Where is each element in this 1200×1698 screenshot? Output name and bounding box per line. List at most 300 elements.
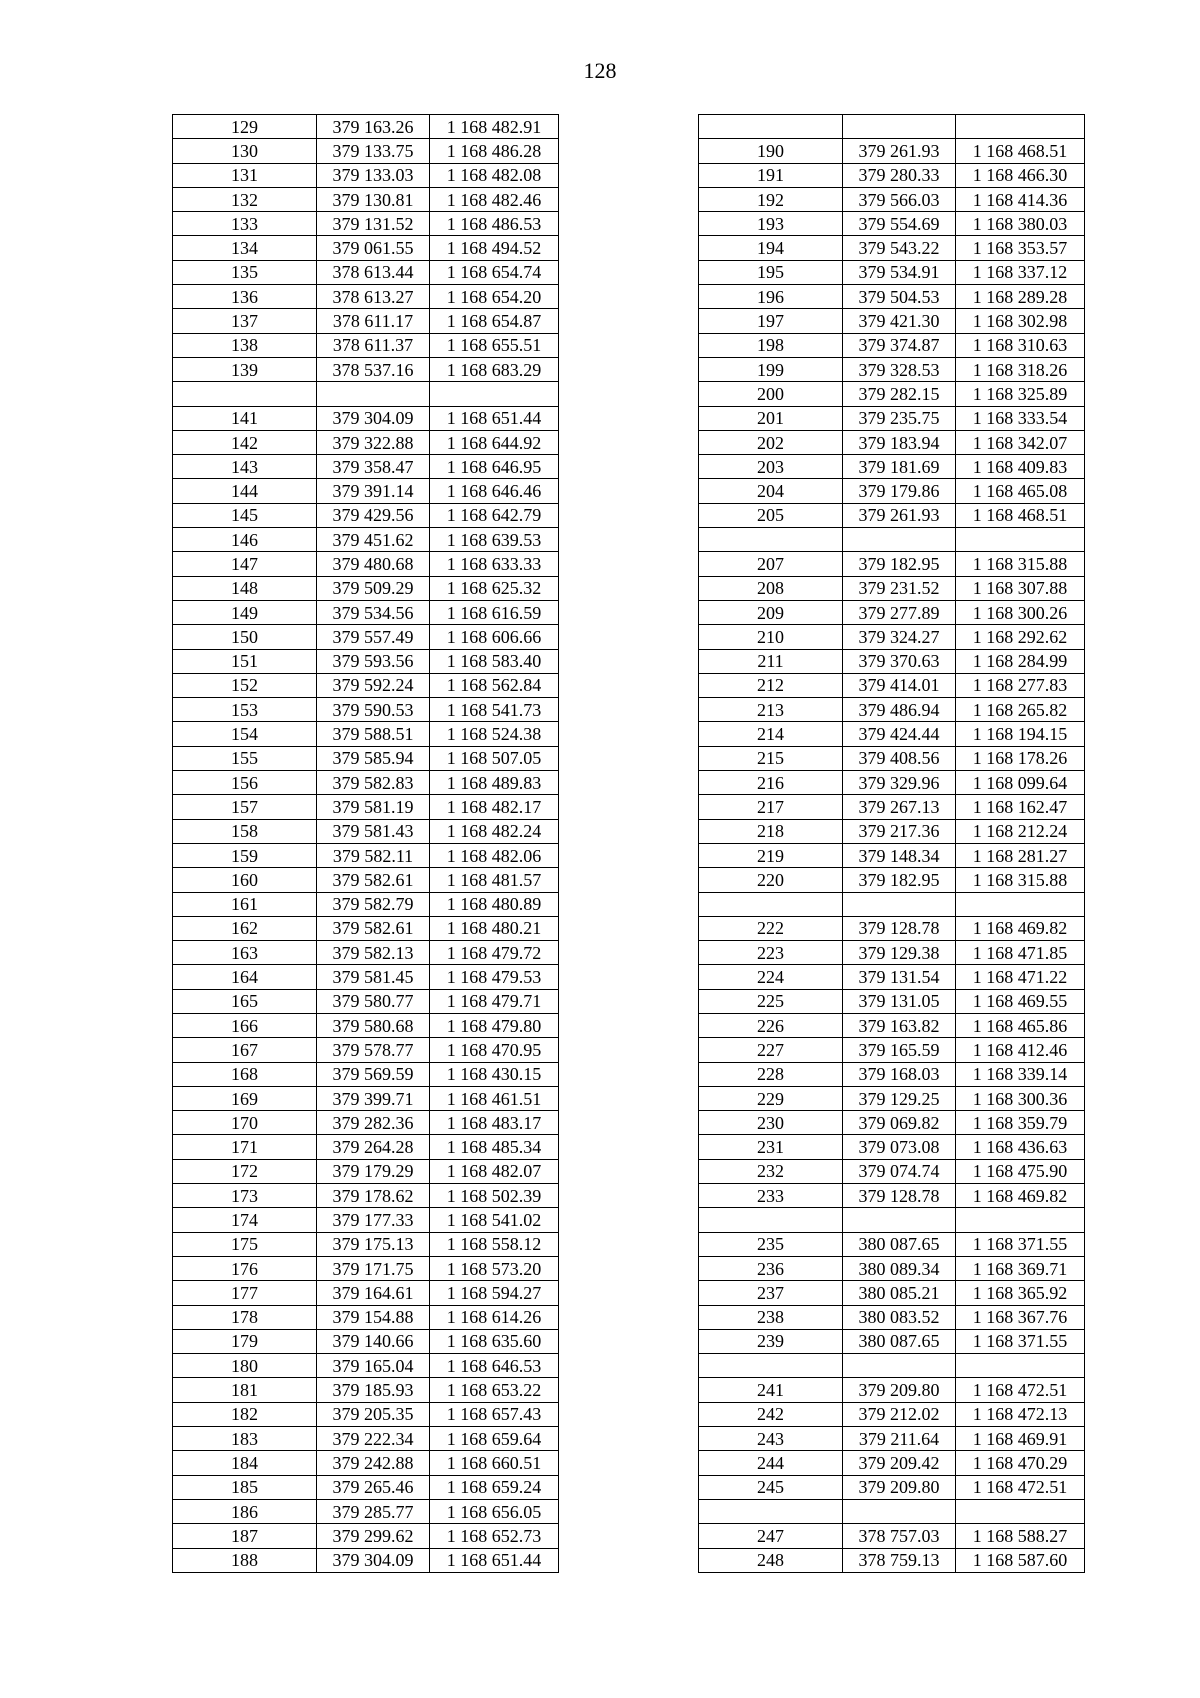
y-coordinate-cell: 1 168 482.08 [430,163,559,187]
point-number-cell: 180 [173,1354,317,1378]
x-coordinate-cell: 379 131.54 [843,965,956,989]
y-coordinate-cell: 1 168 486.53 [430,212,559,236]
x-coordinate-cell: 378 537.16 [317,357,430,381]
x-coordinate-cell: 379 205.35 [317,1402,430,1426]
point-number-cell: 214 [699,722,843,746]
table-row [699,1329,1085,1353]
point-number-cell [699,115,843,139]
table-row [173,212,559,236]
point-number-cell: 130 [173,139,317,163]
table-row [699,698,1085,722]
y-coordinate-cell: 1 168 412.46 [956,1038,1085,1062]
table-row [699,843,1085,867]
y-coordinate-cell: 1 168 635.60 [430,1329,559,1353]
point-number-cell: 213 [699,698,843,722]
x-coordinate-cell: 379 242.88 [317,1451,430,1475]
x-coordinate-cell: 379 209.80 [843,1475,956,1499]
y-coordinate-cell: 1 168 594.27 [430,1281,559,1305]
table-row [173,1038,559,1062]
table-row [173,625,559,649]
point-number-cell: 194 [699,236,843,260]
y-coordinate-cell: 1 168 588.27 [956,1524,1085,1548]
table-row [699,139,1085,163]
point-number-cell: 237 [699,1281,843,1305]
x-coordinate-cell: 379 304.09 [317,1548,430,1572]
point-number-cell: 170 [173,1111,317,1135]
y-coordinate-cell: 1 168 315.88 [956,868,1085,892]
table-row [173,1135,559,1159]
table-row [699,1159,1085,1183]
point-number-cell: 190 [699,139,843,163]
table-row [173,1184,559,1208]
x-coordinate-cell: 379 073.08 [843,1135,956,1159]
table-row [699,1208,1085,1232]
table-row [699,819,1085,843]
y-coordinate-cell: 1 168 371.55 [956,1329,1085,1353]
y-coordinate-cell: 1 168 369.71 [956,1256,1085,1280]
x-coordinate-cell: 379 324.27 [843,625,956,649]
point-number-cell: 168 [173,1062,317,1086]
y-coordinate-cell: 1 168 646.46 [430,479,559,503]
table-row [173,309,559,333]
point-number-cell: 172 [173,1159,317,1183]
y-coordinate-cell: 1 168 468.51 [956,503,1085,527]
x-coordinate-cell: 379 285.77 [317,1499,430,1523]
point-number-cell: 166 [173,1013,317,1037]
y-coordinate-cell: 1 168 472.13 [956,1402,1085,1426]
point-number-cell: 236 [699,1256,843,1280]
y-coordinate-cell: 1 168 292.62 [956,625,1085,649]
table-row [173,916,559,940]
y-coordinate-cell: 1 168 644.92 [430,430,559,454]
y-coordinate-cell: 1 168 653.22 [430,1378,559,1402]
y-coordinate-cell: 1 168 359.79 [956,1111,1085,1135]
x-coordinate-cell: 380 087.65 [843,1232,956,1256]
x-coordinate-cell: 380 087.65 [843,1329,956,1353]
y-coordinate-cell: 1 168 659.24 [430,1475,559,1499]
table-row [173,771,559,795]
table-row [699,892,1085,916]
point-number-cell: 160 [173,868,317,892]
y-coordinate-cell: 1 168 562.84 [430,673,559,697]
point-number-cell: 155 [173,746,317,770]
x-coordinate-cell: 379 231.52 [843,576,956,600]
y-coordinate-cell [956,1499,1085,1523]
table-row [699,1111,1085,1135]
y-coordinate-cell: 1 168 300.36 [956,1086,1085,1110]
point-number-cell: 167 [173,1038,317,1062]
point-number-cell: 136 [173,285,317,309]
point-number-cell: 163 [173,941,317,965]
x-coordinate-cell: 379 581.19 [317,795,430,819]
table-row [699,576,1085,600]
table-row [173,649,559,673]
table-row [173,600,559,624]
table-row [699,1378,1085,1402]
table-row [699,1548,1085,1572]
y-coordinate-cell: 1 168 315.88 [956,552,1085,576]
x-coordinate-cell: 379 209.42 [843,1451,956,1475]
point-number-cell: 184 [173,1451,317,1475]
y-coordinate-cell: 1 168 541.73 [430,698,559,722]
y-coordinate-cell: 1 168 651.44 [430,406,559,430]
table-row [699,552,1085,576]
table-row [699,771,1085,795]
y-coordinate-cell: 1 168 302.98 [956,309,1085,333]
y-coordinate-cell: 1 168 479.72 [430,941,559,965]
point-number-cell: 177 [173,1281,317,1305]
y-coordinate-cell: 1 168 524.38 [430,722,559,746]
table-row [173,1208,559,1232]
y-coordinate-cell: 1 168 475.90 [956,1159,1085,1183]
point-number-cell: 207 [699,552,843,576]
x-coordinate-cell: 379 391.14 [317,479,430,503]
y-coordinate-cell: 1 168 339.14 [956,1062,1085,1086]
point-number-cell: 146 [173,528,317,552]
point-number-cell: 217 [699,795,843,819]
x-coordinate-cell: 379 328.53 [843,357,956,381]
point-number-cell: 196 [699,285,843,309]
point-number-cell: 178 [173,1305,317,1329]
x-coordinate-cell: 379 280.33 [843,163,956,187]
table-row [173,406,559,430]
point-number-cell [699,1499,843,1523]
y-coordinate-cell [956,528,1085,552]
point-number-cell: 142 [173,430,317,454]
point-number-cell: 231 [699,1135,843,1159]
table-row [699,285,1085,309]
point-number-cell: 137 [173,309,317,333]
point-number-cell: 232 [699,1159,843,1183]
table-row [699,1281,1085,1305]
x-coordinate-cell: 379 264.28 [317,1135,430,1159]
table-row [173,892,559,916]
y-coordinate-cell: 1 168 465.86 [956,1013,1085,1037]
x-coordinate-cell [843,528,956,552]
table-row [173,260,559,284]
point-number-cell: 182 [173,1402,317,1426]
x-coordinate-cell: 379 165.59 [843,1038,956,1062]
x-coordinate-cell: 379 582.13 [317,941,430,965]
y-coordinate-cell: 1 168 468.51 [956,139,1085,163]
point-number-cell: 169 [173,1086,317,1110]
x-coordinate-cell: 379 133.03 [317,163,430,187]
y-coordinate-cell: 1 168 430.15 [430,1062,559,1086]
x-coordinate-cell: 379 183.94 [843,430,956,454]
y-coordinate-cell: 1 168 573.20 [430,1256,559,1280]
table-row [173,868,559,892]
x-coordinate-cell: 379 177.33 [317,1208,430,1232]
table-row [173,382,559,406]
table-row [699,430,1085,454]
y-coordinate-cell: 1 168 616.59 [430,600,559,624]
point-number-cell: 229 [699,1086,843,1110]
x-coordinate-cell: 379 566.03 [843,187,956,211]
table-row [699,649,1085,673]
y-coordinate-cell: 1 168 333.54 [956,406,1085,430]
y-coordinate-cell: 1 168 558.12 [430,1232,559,1256]
x-coordinate-cell: 379 580.77 [317,989,430,1013]
y-coordinate-cell: 1 168 471.22 [956,965,1085,989]
y-coordinate-cell: 1 168 472.51 [956,1475,1085,1499]
point-number-cell: 192 [699,187,843,211]
table-row [173,1451,559,1475]
page-number: 128 [583,58,617,83]
table-row [173,576,559,600]
y-coordinate-cell: 1 168 541.02 [430,1208,559,1232]
point-number-cell: 147 [173,552,317,576]
table-row [699,1062,1085,1086]
point-number-cell: 208 [699,576,843,600]
table-row [173,236,559,260]
x-coordinate-cell: 379 593.56 [317,649,430,673]
table-row [173,552,559,576]
y-coordinate-cell: 1 168 652.73 [430,1524,559,1548]
point-number-cell: 139 [173,357,317,381]
x-coordinate-cell: 379 235.75 [843,406,956,430]
table-row [173,1499,559,1523]
point-number-cell: 245 [699,1475,843,1499]
x-coordinate-cell: 379 374.87 [843,333,956,357]
y-coordinate-cell: 1 168 479.71 [430,989,559,1013]
table-row [173,528,559,552]
y-coordinate-cell: 1 168 659.64 [430,1427,559,1451]
table-row [699,1013,1085,1037]
x-coordinate-cell: 379 131.05 [843,989,956,1013]
table-row [173,187,559,211]
table-row [173,1548,559,1572]
x-coordinate-cell: 379 277.89 [843,600,956,624]
y-coordinate-cell: 1 168 660.51 [430,1451,559,1475]
y-coordinate-cell [956,1354,1085,1378]
y-coordinate-cell: 1 168 482.17 [430,795,559,819]
x-coordinate-cell: 379 581.45 [317,965,430,989]
point-number-cell [173,382,317,406]
y-coordinate-cell: 1 168 470.95 [430,1038,559,1062]
point-number-cell: 197 [699,309,843,333]
table-row [173,1281,559,1305]
point-number-cell: 222 [699,916,843,940]
y-coordinate-cell: 1 168 651.44 [430,1548,559,1572]
point-number-cell [699,1208,843,1232]
table-row [699,382,1085,406]
x-coordinate-cell: 379 592.24 [317,673,430,697]
point-number-cell: 133 [173,212,317,236]
coordinates-table-right [698,114,1085,1573]
point-number-cell: 202 [699,430,843,454]
x-coordinate-cell: 379 582.79 [317,892,430,916]
point-number-cell: 193 [699,212,843,236]
table-row [173,965,559,989]
x-coordinate-cell: 378 613.27 [317,285,430,309]
table-row [173,1354,559,1378]
table-row [173,115,559,139]
y-coordinate-cell: 1 168 342.07 [956,430,1085,454]
table-row [173,333,559,357]
table-row [173,1329,559,1353]
x-coordinate-cell: 379 509.29 [317,576,430,600]
table-row [699,115,1085,139]
table-row [699,1524,1085,1548]
y-coordinate-cell: 1 168 162.47 [956,795,1085,819]
table-row [173,455,559,479]
x-coordinate-cell: 379 140.66 [317,1329,430,1353]
y-coordinate-cell: 1 168 371.55 [956,1232,1085,1256]
table-row [173,1256,559,1280]
point-number-cell: 241 [699,1378,843,1402]
table-row [699,1038,1085,1062]
x-coordinate-cell: 379 358.47 [317,455,430,479]
x-coordinate-cell: 379 069.82 [843,1111,956,1135]
x-coordinate-cell: 379 480.68 [317,552,430,576]
point-number-cell: 185 [173,1475,317,1499]
table-row [699,1354,1085,1378]
x-coordinate-cell: 379 182.95 [843,552,956,576]
point-number-cell: 135 [173,260,317,284]
x-coordinate-cell: 379 399.71 [317,1086,430,1110]
x-coordinate-cell: 380 089.34 [843,1256,956,1280]
table-row [699,989,1085,1013]
table-row [173,795,559,819]
x-coordinate-cell: 379 185.93 [317,1378,430,1402]
point-number-cell: 151 [173,649,317,673]
point-number-cell [699,528,843,552]
table-row [173,163,559,187]
table-row [173,1524,559,1548]
y-coordinate-cell: 1 168 367.76 [956,1305,1085,1329]
table-row [173,722,559,746]
point-number-cell: 132 [173,187,317,211]
table-row [699,600,1085,624]
x-coordinate-cell [843,1208,956,1232]
table-row [699,406,1085,430]
point-number-cell: 198 [699,333,843,357]
x-coordinate-cell: 378 611.17 [317,309,430,333]
y-coordinate-cell [956,115,1085,139]
x-coordinate-cell: 379 557.49 [317,625,430,649]
x-coordinate-cell: 379 569.59 [317,1062,430,1086]
x-coordinate-cell: 379 543.22 [843,236,956,260]
x-coordinate-cell: 379 267.13 [843,795,956,819]
table-row [173,1111,559,1135]
y-coordinate-cell: 1 168 494.52 [430,236,559,260]
point-number-cell: 226 [699,1013,843,1037]
table-row [173,746,559,770]
table-row [699,357,1085,381]
point-number-cell: 204 [699,479,843,503]
point-number-cell: 224 [699,965,843,989]
point-number-cell: 203 [699,455,843,479]
y-coordinate-cell [956,1208,1085,1232]
table-row [173,1475,559,1499]
point-number-cell: 171 [173,1135,317,1159]
table-row [699,673,1085,697]
table-row [173,430,559,454]
table-row [699,1135,1085,1159]
x-coordinate-cell: 379 424.44 [843,722,956,746]
table-row [699,625,1085,649]
x-coordinate-cell [843,1354,956,1378]
y-coordinate-cell: 1 168 646.95 [430,455,559,479]
x-coordinate-cell: 379 164.61 [317,1281,430,1305]
table-row [699,163,1085,187]
x-coordinate-cell: 380 085.21 [843,1281,956,1305]
x-coordinate-cell: 379 590.53 [317,698,430,722]
x-coordinate-cell: 379 299.62 [317,1524,430,1548]
y-coordinate-cell: 1 168 486.28 [430,139,559,163]
table-row [699,1402,1085,1426]
table-row [699,722,1085,746]
y-coordinate-cell: 1 168 482.06 [430,843,559,867]
y-coordinate-cell: 1 168 639.53 [430,528,559,552]
point-number-cell: 143 [173,455,317,479]
point-number-cell: 153 [173,698,317,722]
point-number-cell: 156 [173,771,317,795]
y-coordinate-cell: 1 168 583.40 [430,649,559,673]
point-number-cell: 244 [699,1451,843,1475]
x-coordinate-cell: 379 486.94 [843,698,956,722]
table-row [699,479,1085,503]
point-number-cell: 235 [699,1232,843,1256]
y-coordinate-cell: 1 168 479.53 [430,965,559,989]
table-row [699,333,1085,357]
x-coordinate-cell: 379 131.52 [317,212,430,236]
y-coordinate-cell: 1 168 489.83 [430,771,559,795]
point-number-cell: 161 [173,892,317,916]
point-number-cell: 212 [699,673,843,697]
x-coordinate-cell: 379 329.96 [843,771,956,795]
x-coordinate-cell: 379 130.81 [317,187,430,211]
point-number-cell: 141 [173,406,317,430]
y-coordinate-cell [430,382,559,406]
x-coordinate-cell: 379 163.82 [843,1013,956,1037]
point-number-cell: 220 [699,868,843,892]
x-coordinate-cell: 379 261.93 [843,139,956,163]
point-number-cell: 228 [699,1062,843,1086]
x-coordinate-cell: 379 534.56 [317,600,430,624]
y-coordinate-cell: 1 168 480.21 [430,916,559,940]
x-coordinate-cell: 379 128.78 [843,916,956,940]
y-coordinate-cell: 1 168 642.79 [430,503,559,527]
point-number-cell: 179 [173,1329,317,1353]
x-coordinate-cell: 378 759.13 [843,1548,956,1572]
y-coordinate-cell: 1 168 461.51 [430,1086,559,1110]
point-number-cell: 211 [699,649,843,673]
y-coordinate-cell: 1 168 194.15 [956,722,1085,746]
x-coordinate-cell [843,892,956,916]
y-coordinate-cell: 1 168 633.33 [430,552,559,576]
point-number-cell: 209 [699,600,843,624]
table-row [173,698,559,722]
table-row [699,309,1085,333]
y-coordinate-cell: 1 168 325.89 [956,382,1085,406]
x-coordinate-cell: 378 757.03 [843,1524,956,1548]
x-coordinate-cell: 379 222.34 [317,1427,430,1451]
point-number-cell: 186 [173,1499,317,1523]
table-row [699,1256,1085,1280]
x-coordinate-cell: 379 163.26 [317,115,430,139]
point-number-cell: 223 [699,941,843,965]
point-number-cell: 148 [173,576,317,600]
x-coordinate-cell: 379 179.29 [317,1159,430,1183]
x-coordinate-cell: 379 171.75 [317,1256,430,1280]
table-row [173,1402,559,1426]
y-coordinate-cell: 1 168 471.85 [956,941,1085,965]
x-coordinate-cell: 379 282.36 [317,1111,430,1135]
point-number-cell: 238 [699,1305,843,1329]
y-coordinate-cell: 1 168 212.24 [956,819,1085,843]
x-coordinate-cell: 379 265.46 [317,1475,430,1499]
